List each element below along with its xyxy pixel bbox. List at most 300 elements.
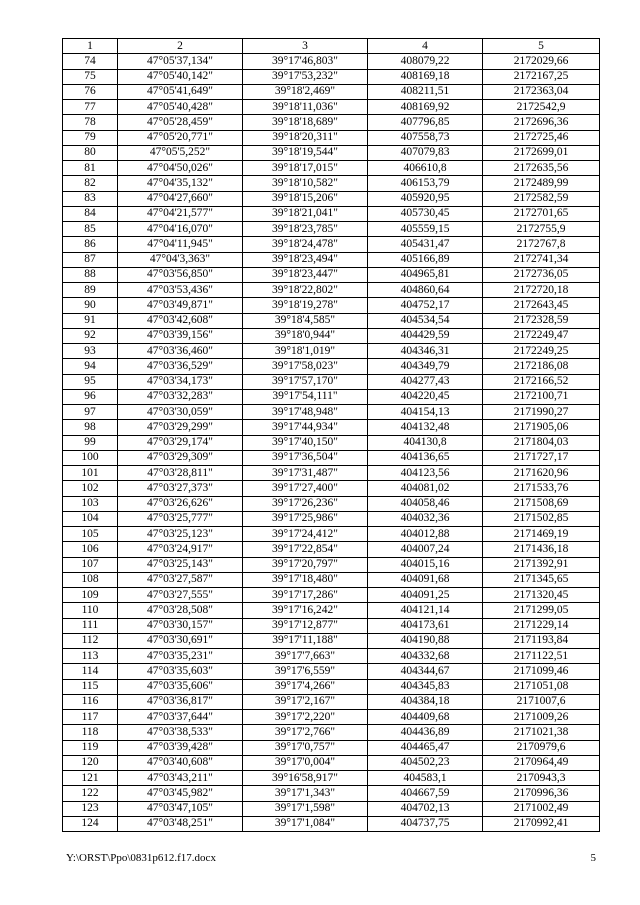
table-cell-col-1: 80: [63, 145, 118, 160]
table-cell-col-3: 39°17'31,487": [243, 466, 368, 481]
table-cell-col-2: 47°03'29,299": [118, 420, 243, 435]
table-cell-col-2: 47°04'35,132": [118, 176, 243, 191]
table-row: [63, 664, 600, 679]
table-cell-col-2: 47°04'27,660": [118, 191, 243, 206]
table-cell-col-5: 2171469,19: [483, 527, 600, 542]
table-cell-col-1: 99: [63, 435, 118, 450]
table-cell-col-2: 47°03'36,460": [118, 344, 243, 359]
table-row: [63, 588, 600, 603]
table-cell-col-3: 39°17'22,854": [243, 542, 368, 557]
table-cell-col-5: 2171021,38: [483, 725, 600, 740]
table-cell-col-2: 47°03'35,606": [118, 679, 243, 694]
table-cell-col-2: 47°03'34,173": [118, 374, 243, 389]
table-cell-col-3: 39°17'48,948": [243, 405, 368, 420]
table-cell-col-1: 95: [63, 374, 118, 389]
table-cell-col-3: 39°18'4,585": [243, 313, 368, 328]
table-cell-col-4: 404081,02: [368, 481, 483, 496]
table-cell-col-5: 2171007,6: [483, 694, 600, 709]
table-cell-col-5: 2171533,76: [483, 481, 600, 496]
table-cell-col-2: 47°04'3,363": [118, 252, 243, 267]
table-cell-col-4: 404190,88: [368, 633, 483, 648]
table-cell-col-1: 110: [63, 603, 118, 618]
table-cell-col-3: 39°18'18,689": [243, 115, 368, 130]
table-cell-col-5: 2171905,06: [483, 420, 600, 435]
table-cell-col-2: 47°03'25,143": [118, 557, 243, 572]
table-cell-col-5: 2171436,18: [483, 542, 600, 557]
table-cell-col-3: 39°18'15,206": [243, 191, 368, 206]
table-cell-col-1: 123: [63, 801, 118, 816]
table-cell-col-3: 39°17'53,232": [243, 69, 368, 84]
table-row: [63, 496, 600, 511]
table-cell-col-1: 122: [63, 786, 118, 801]
table-cell-col-4: 406610,8: [368, 161, 483, 176]
table-row: [63, 450, 600, 465]
table-cell-col-4: 404123,56: [368, 466, 483, 481]
table-row: [63, 298, 600, 313]
table-row: [63, 801, 600, 816]
table-cell-col-2: 47°03'53,436": [118, 283, 243, 298]
table-cell-col-2: 47°03'25,777": [118, 511, 243, 526]
table-cell-col-1: 79: [63, 130, 118, 145]
table-cell-col-2: 47°03'36,529": [118, 359, 243, 374]
table-cell-col-5: 2171009,26: [483, 710, 600, 725]
table-cell-col-1: 77: [63, 100, 118, 115]
table-cell-col-1: 124: [63, 816, 118, 831]
table-cell-col-4: 405431,47: [368, 237, 483, 252]
table-cell-col-4: 404752,17: [368, 298, 483, 313]
table-row: [63, 176, 600, 191]
table-row: [63, 54, 600, 69]
table-cell-col-5: 2172699,01: [483, 145, 600, 160]
table-cell-col-3: 39°18'21,041": [243, 206, 368, 221]
table-cell-col-4: 405166,89: [368, 252, 483, 267]
table-cell-col-4: 404409,68: [368, 710, 483, 725]
table-cell-col-4: 404534,54: [368, 313, 483, 328]
table-cell-col-1: 116: [63, 694, 118, 709]
table-cell-col-4: 408169,92: [368, 100, 483, 115]
table-cell-col-3: 39°17'4,266": [243, 679, 368, 694]
page-number: 5: [590, 852, 596, 864]
table-cell-col-5: 2172489,99: [483, 176, 600, 191]
table-cell-col-2: 47°03'39,156": [118, 328, 243, 343]
table-cell-col-1: 102: [63, 481, 118, 496]
table-cell-col-1: 78: [63, 115, 118, 130]
table-cell-col-4: 405920,95: [368, 191, 483, 206]
table-cell-col-1: 93: [63, 344, 118, 359]
table-cell-col-4: 404384,18: [368, 694, 483, 709]
table-row: [63, 100, 600, 115]
table-row: [63, 161, 600, 176]
table-cell-col-5: 2172736,05: [483, 267, 600, 282]
table-cell-col-1: 96: [63, 389, 118, 404]
table-cell-col-5: 2172186,08: [483, 359, 600, 374]
table-cell-col-2: 47°04'50,026": [118, 161, 243, 176]
table-cell-col-3: 39°17'17,286": [243, 588, 368, 603]
table-row: [63, 633, 600, 648]
table-cell-col-1: 83: [63, 191, 118, 206]
table-cell-col-1: 103: [63, 496, 118, 511]
table-cell-col-3: 39°18'2,469": [243, 84, 368, 99]
table-cell-col-1: 89: [63, 283, 118, 298]
table-cell-col-2: 47°04'21,577": [118, 206, 243, 221]
table-cell-col-3: 39°17'0,004": [243, 755, 368, 770]
table-cell-col-4: 404349,79: [368, 359, 483, 374]
table-cell-col-4: 407079,83: [368, 145, 483, 160]
table-cell-col-3: 39°18'17,015": [243, 161, 368, 176]
column-header-1: 1: [63, 39, 118, 54]
table-cell-col-3: 39°17'36,504": [243, 450, 368, 465]
table-row: [63, 344, 600, 359]
table-cell-col-4: 404429,59: [368, 328, 483, 343]
table-cell-col-2: 47°03'38,533": [118, 725, 243, 740]
table-row: [63, 115, 600, 130]
table-row: [63, 771, 600, 786]
table-cell-col-2: 47°05'28,459": [118, 115, 243, 130]
table-cell-col-3: 39°18'24,478": [243, 237, 368, 252]
table-cell-col-5: 2172029,66: [483, 54, 600, 69]
table-cell-col-5: 2171727,17: [483, 450, 600, 465]
table-cell-col-3: 39°17'7,663": [243, 649, 368, 664]
table-cell-col-4: 404058,46: [368, 496, 483, 511]
table-row: [63, 816, 600, 831]
table-cell-col-5: 2171804,03: [483, 435, 600, 450]
table-cell-col-5: 2170964,49: [483, 755, 600, 770]
table-cell-col-3: 39°17'40,150": [243, 435, 368, 450]
table-cell-col-3: 39°18'23,447": [243, 267, 368, 282]
table-cell-col-2: 47°03'30,691": [118, 633, 243, 648]
table-cell-col-2: 47°03'37,644": [118, 710, 243, 725]
table-cell-col-2: 47°04'16,070": [118, 222, 243, 237]
table-cell-col-5: 2172582,59: [483, 191, 600, 206]
table-cell-col-5: 2172696,36: [483, 115, 600, 130]
table-cell-col-2: 47°03'56,850": [118, 267, 243, 282]
table-cell-col-1: 104: [63, 511, 118, 526]
table-cell-col-4: 404015,16: [368, 557, 483, 572]
table-cell-col-5: 2171122,51: [483, 649, 600, 664]
table-row: [63, 69, 600, 84]
table-cell-col-3: 39°17'18,480": [243, 572, 368, 587]
table-row: [63, 313, 600, 328]
table-cell-col-1: 100: [63, 450, 118, 465]
table-cell-col-1: 94: [63, 359, 118, 374]
table-cell-col-1: 114: [63, 664, 118, 679]
table-cell-col-2: 47°03'30,059": [118, 405, 243, 420]
table-row: [63, 191, 600, 206]
table-cell-col-3: 39°17'25,986": [243, 511, 368, 526]
table-cell-col-2: 47°03'42,608": [118, 313, 243, 328]
table-cell-col-4: 404154,13: [368, 405, 483, 420]
table-row: [63, 435, 600, 450]
table-cell-col-4: 408079,22: [368, 54, 483, 69]
table-cell-col-4: 404465,47: [368, 740, 483, 755]
table-cell-col-5: 2171099,46: [483, 664, 600, 679]
table-cell-col-3: 39°18'23,785": [243, 222, 368, 237]
table-row: [63, 252, 600, 267]
table-cell-col-2: 47°03'45,982": [118, 786, 243, 801]
table-cell-col-5: 2170996,36: [483, 786, 600, 801]
table-row: [63, 130, 600, 145]
table-cell-col-4: 404345,83: [368, 679, 483, 694]
table-cell-col-1: 117: [63, 710, 118, 725]
table-cell-col-1: 113: [63, 649, 118, 664]
table-cell-col-2: 47°03'39,428": [118, 740, 243, 755]
table-row: [63, 328, 600, 343]
table-cell-col-4: 405730,45: [368, 206, 483, 221]
table-cell-col-4: 404277,43: [368, 374, 483, 389]
table-cell-col-1: 105: [63, 527, 118, 542]
table-cell-col-5: 2172249,25: [483, 344, 600, 359]
table-cell-col-2: 47°03'24,917": [118, 542, 243, 557]
table-cell-col-3: 39°18'19,544": [243, 145, 368, 160]
table-row: [63, 466, 600, 481]
table-row: [63, 420, 600, 435]
table-cell-col-4: 408211,51: [368, 84, 483, 99]
table-cell-col-1: 112: [63, 633, 118, 648]
table-row: [63, 481, 600, 496]
table-row: [63, 755, 600, 770]
table-cell-col-2: 47°03'49,871": [118, 298, 243, 313]
table-row: [63, 145, 600, 160]
table-cell-col-1: 85: [63, 222, 118, 237]
table-cell-col-4: 404583,1: [368, 771, 483, 786]
table-cell-col-2: 47°03'32,283": [118, 389, 243, 404]
table-cell-col-3: 39°17'2,766": [243, 725, 368, 740]
table-cell-col-5: 2171229,14: [483, 618, 600, 633]
table-cell-col-1: 111: [63, 618, 118, 633]
table-cell-col-3: 39°18'0,944": [243, 328, 368, 343]
column-header-2: 2: [118, 39, 243, 54]
table-cell-col-3: 39°17'54,111": [243, 389, 368, 404]
table-cell-col-5: 2172741,34: [483, 252, 600, 267]
table-cell-col-5: 2171320,45: [483, 588, 600, 603]
table-cell-col-5: 2170943,3: [483, 771, 600, 786]
table-row: [63, 542, 600, 557]
table-cell-col-3: 39°17'44,934": [243, 420, 368, 435]
table-body: [63, 54, 600, 832]
table-cell-col-5: 2172755,9: [483, 222, 600, 237]
table-cell-col-2: 47°03'29,174": [118, 435, 243, 450]
table-cell-col-2: 47°05'37,134": [118, 54, 243, 69]
table-cell-col-1: 75: [63, 69, 118, 84]
table-cell-col-5: 2172643,45: [483, 298, 600, 313]
table-row: [63, 572, 600, 587]
table-cell-col-5: 2172767,8: [483, 237, 600, 252]
table-row: [63, 359, 600, 374]
table-cell-col-5: 2172167,25: [483, 69, 600, 84]
table-row: [63, 740, 600, 755]
table-cell-col-2: 47°05'41,649": [118, 84, 243, 99]
table-cell-col-1: 87: [63, 252, 118, 267]
table-cell-col-3: 39°17'2,220": [243, 710, 368, 725]
table-cell-col-5: 2171502,85: [483, 511, 600, 526]
table-row: [63, 618, 600, 633]
table-cell-col-1: 92: [63, 328, 118, 343]
table-cell-col-2: 47°03'35,231": [118, 649, 243, 664]
table-cell-col-3: 39°18'19,278": [243, 298, 368, 313]
table-cell-col-3: 39°17'26,236": [243, 496, 368, 511]
table-cell-col-2: 47°03'25,123": [118, 527, 243, 542]
table-cell-col-4: 404346,31: [368, 344, 483, 359]
table-cell-col-4: 404132,48: [368, 420, 483, 435]
table-cell-col-1: 120: [63, 755, 118, 770]
table-cell-col-1: 115: [63, 679, 118, 694]
table-cell-col-3: 39°17'46,803": [243, 54, 368, 69]
table-cell-col-4: 404737,75: [368, 816, 483, 831]
table-cell-col-5: 2171345,65: [483, 572, 600, 587]
table-cell-col-4: 404173,61: [368, 618, 483, 633]
table-cell-col-2: 47°03'27,373": [118, 481, 243, 496]
table-row: [63, 511, 600, 526]
table-cell-col-5: 2171193,84: [483, 633, 600, 648]
table-cell-col-4: 404130,8: [368, 435, 483, 450]
table-cell-col-4: 405559,15: [368, 222, 483, 237]
table-cell-col-2: 47°03'28,811": [118, 466, 243, 481]
table-cell-col-4: 404136,65: [368, 450, 483, 465]
table-cell-col-3: 39°17'58,023": [243, 359, 368, 374]
table-row: [63, 710, 600, 725]
table-cell-col-3: 39°17'12,877": [243, 618, 368, 633]
table-cell-col-5: 2172100,71: [483, 389, 600, 404]
table-cell-col-2: 47°03'26,626": [118, 496, 243, 511]
table-cell-col-5: 2172328,59: [483, 313, 600, 328]
table-cell-col-2: 47°03'29,309": [118, 450, 243, 465]
table-cell-col-3: 39°17'24,412": [243, 527, 368, 542]
table-cell-col-4: 404091,25: [368, 588, 483, 603]
table-cell-col-2: 47°03'48,251": [118, 816, 243, 831]
table-cell-col-3: 39°17'1,084": [243, 816, 368, 831]
table-cell-col-3: 39°17'1,343": [243, 786, 368, 801]
table-cell-col-3: 39°17'1,598": [243, 801, 368, 816]
table-row: [63, 786, 600, 801]
table-cell-col-2: 47°05'5,252": [118, 145, 243, 160]
table-cell-col-4: 404032,36: [368, 511, 483, 526]
header-row: [63, 39, 600, 54]
table-cell-col-2: 47°03'30,157": [118, 618, 243, 633]
table-cell-col-3: 39°18'11,036": [243, 100, 368, 115]
table-cell-col-1: 119: [63, 740, 118, 755]
table-cell-col-1: 86: [63, 237, 118, 252]
document-file-path: Y:\ORST\Ppo\0831p612.f17.docx: [66, 852, 216, 864]
table-cell-col-3: 39°17'57,170": [243, 374, 368, 389]
table-row: [63, 389, 600, 404]
table-cell-col-1: 88: [63, 267, 118, 282]
table-cell-col-5: 2172542,9: [483, 100, 600, 115]
table-row: [63, 237, 600, 252]
table-cell-col-1: 82: [63, 176, 118, 191]
table-row: [63, 84, 600, 99]
table-row: [63, 374, 600, 389]
column-header-5: 5: [483, 39, 600, 54]
table-cell-col-3: 39°17'6,559": [243, 664, 368, 679]
table-cell-col-2: 47°03'43,211": [118, 771, 243, 786]
table-cell-col-4: 404012,88: [368, 527, 483, 542]
table-cell-col-3: 39°17'20,797": [243, 557, 368, 572]
table-cell-col-3: 39°18'1,019": [243, 344, 368, 359]
table-cell-col-3: 39°17'27,400": [243, 481, 368, 496]
table-cell-col-3: 39°18'22,802": [243, 283, 368, 298]
table-cell-col-3: 39°17'11,188": [243, 633, 368, 648]
table-cell-col-4: 404702,13: [368, 801, 483, 816]
table-row: [63, 222, 600, 237]
table-cell-col-4: 404965,81: [368, 267, 483, 282]
table-cell-col-4: 404007,24: [368, 542, 483, 557]
table-cell-col-4: 404860,64: [368, 283, 483, 298]
table-cell-col-2: 47°03'27,587": [118, 572, 243, 587]
table-cell-col-3: 39°17'0,757": [243, 740, 368, 755]
table-cell-col-4: 404502,23: [368, 755, 483, 770]
table-cell-col-1: 74: [63, 54, 118, 69]
table-cell-col-2: 47°03'40,608": [118, 755, 243, 770]
table-row: [63, 206, 600, 221]
table-cell-col-4: 404121,14: [368, 603, 483, 618]
table-cell-col-1: 108: [63, 572, 118, 587]
table-cell-col-4: 408169,18: [368, 69, 483, 84]
table-cell-col-3: 39°16'58,917": [243, 771, 368, 786]
table-cell-col-1: 98: [63, 420, 118, 435]
table-row: [63, 267, 600, 282]
table-cell-col-2: 47°03'35,603": [118, 664, 243, 679]
table-cell-col-4: 406153,79: [368, 176, 483, 191]
table-cell-col-1: 90: [63, 298, 118, 313]
table-cell-col-3: 39°17'2,167": [243, 694, 368, 709]
table-cell-col-4: 404344,67: [368, 664, 483, 679]
table-cell-col-5: 2171002,49: [483, 801, 600, 816]
table-row: [63, 283, 600, 298]
table-cell-col-2: 47°05'40,142": [118, 69, 243, 84]
table-cell-col-3: 39°18'20,311": [243, 130, 368, 145]
table-cell-col-5: 2172166,52: [483, 374, 600, 389]
table-cell-col-2: 47°03'28,508": [118, 603, 243, 618]
table-row: [63, 694, 600, 709]
table-cell-col-5: 2172701,65: [483, 206, 600, 221]
table-cell-col-5: 2172720,18: [483, 283, 600, 298]
table-cell-col-2: 47°04'11,945": [118, 237, 243, 252]
table-cell-col-1: 118: [63, 725, 118, 740]
column-header-4: 4: [368, 39, 483, 54]
table-cell-col-1: 76: [63, 84, 118, 99]
table-cell-col-5: 2170992,41: [483, 816, 600, 831]
table-cell-col-1: 91: [63, 313, 118, 328]
table-cell-col-4: 404332,68: [368, 649, 483, 664]
table-cell-col-4: 407796,85: [368, 115, 483, 130]
table-cell-col-5: 2171051,08: [483, 679, 600, 694]
table-cell-col-1: 101: [63, 466, 118, 481]
table-cell-col-5: 2171392,91: [483, 557, 600, 572]
table-row: [63, 557, 600, 572]
table-cell-col-5: 2172363,04: [483, 84, 600, 99]
table-row: [63, 725, 600, 740]
table-cell-col-3: 39°18'10,582": [243, 176, 368, 191]
table-cell-col-5: 2172249,47: [483, 328, 600, 343]
table-cell-col-2: 47°05'20,771": [118, 130, 243, 145]
table-cell-col-4: 407558,73: [368, 130, 483, 145]
table-cell-col-5: 2171508,69: [483, 496, 600, 511]
table-cell-col-1: 121: [63, 771, 118, 786]
table-row: [63, 603, 600, 618]
table-cell-col-4: 404091,68: [368, 572, 483, 587]
table-cell-col-4: 404220,45: [368, 389, 483, 404]
table-cell-col-1: 97: [63, 405, 118, 420]
table-cell-col-2: 47°03'47,105": [118, 801, 243, 816]
table-cell-col-3: 39°18'23,494": [243, 252, 368, 267]
table-cell-col-2: 47°03'36,817": [118, 694, 243, 709]
table-cell-col-5: 2171299,05: [483, 603, 600, 618]
table-cell-col-3: 39°17'16,242": [243, 603, 368, 618]
table-row: [63, 405, 600, 420]
table-cell-col-5: 2172635,56: [483, 161, 600, 176]
column-header-3: 3: [243, 39, 368, 54]
table-cell-col-4: 404667,59: [368, 786, 483, 801]
